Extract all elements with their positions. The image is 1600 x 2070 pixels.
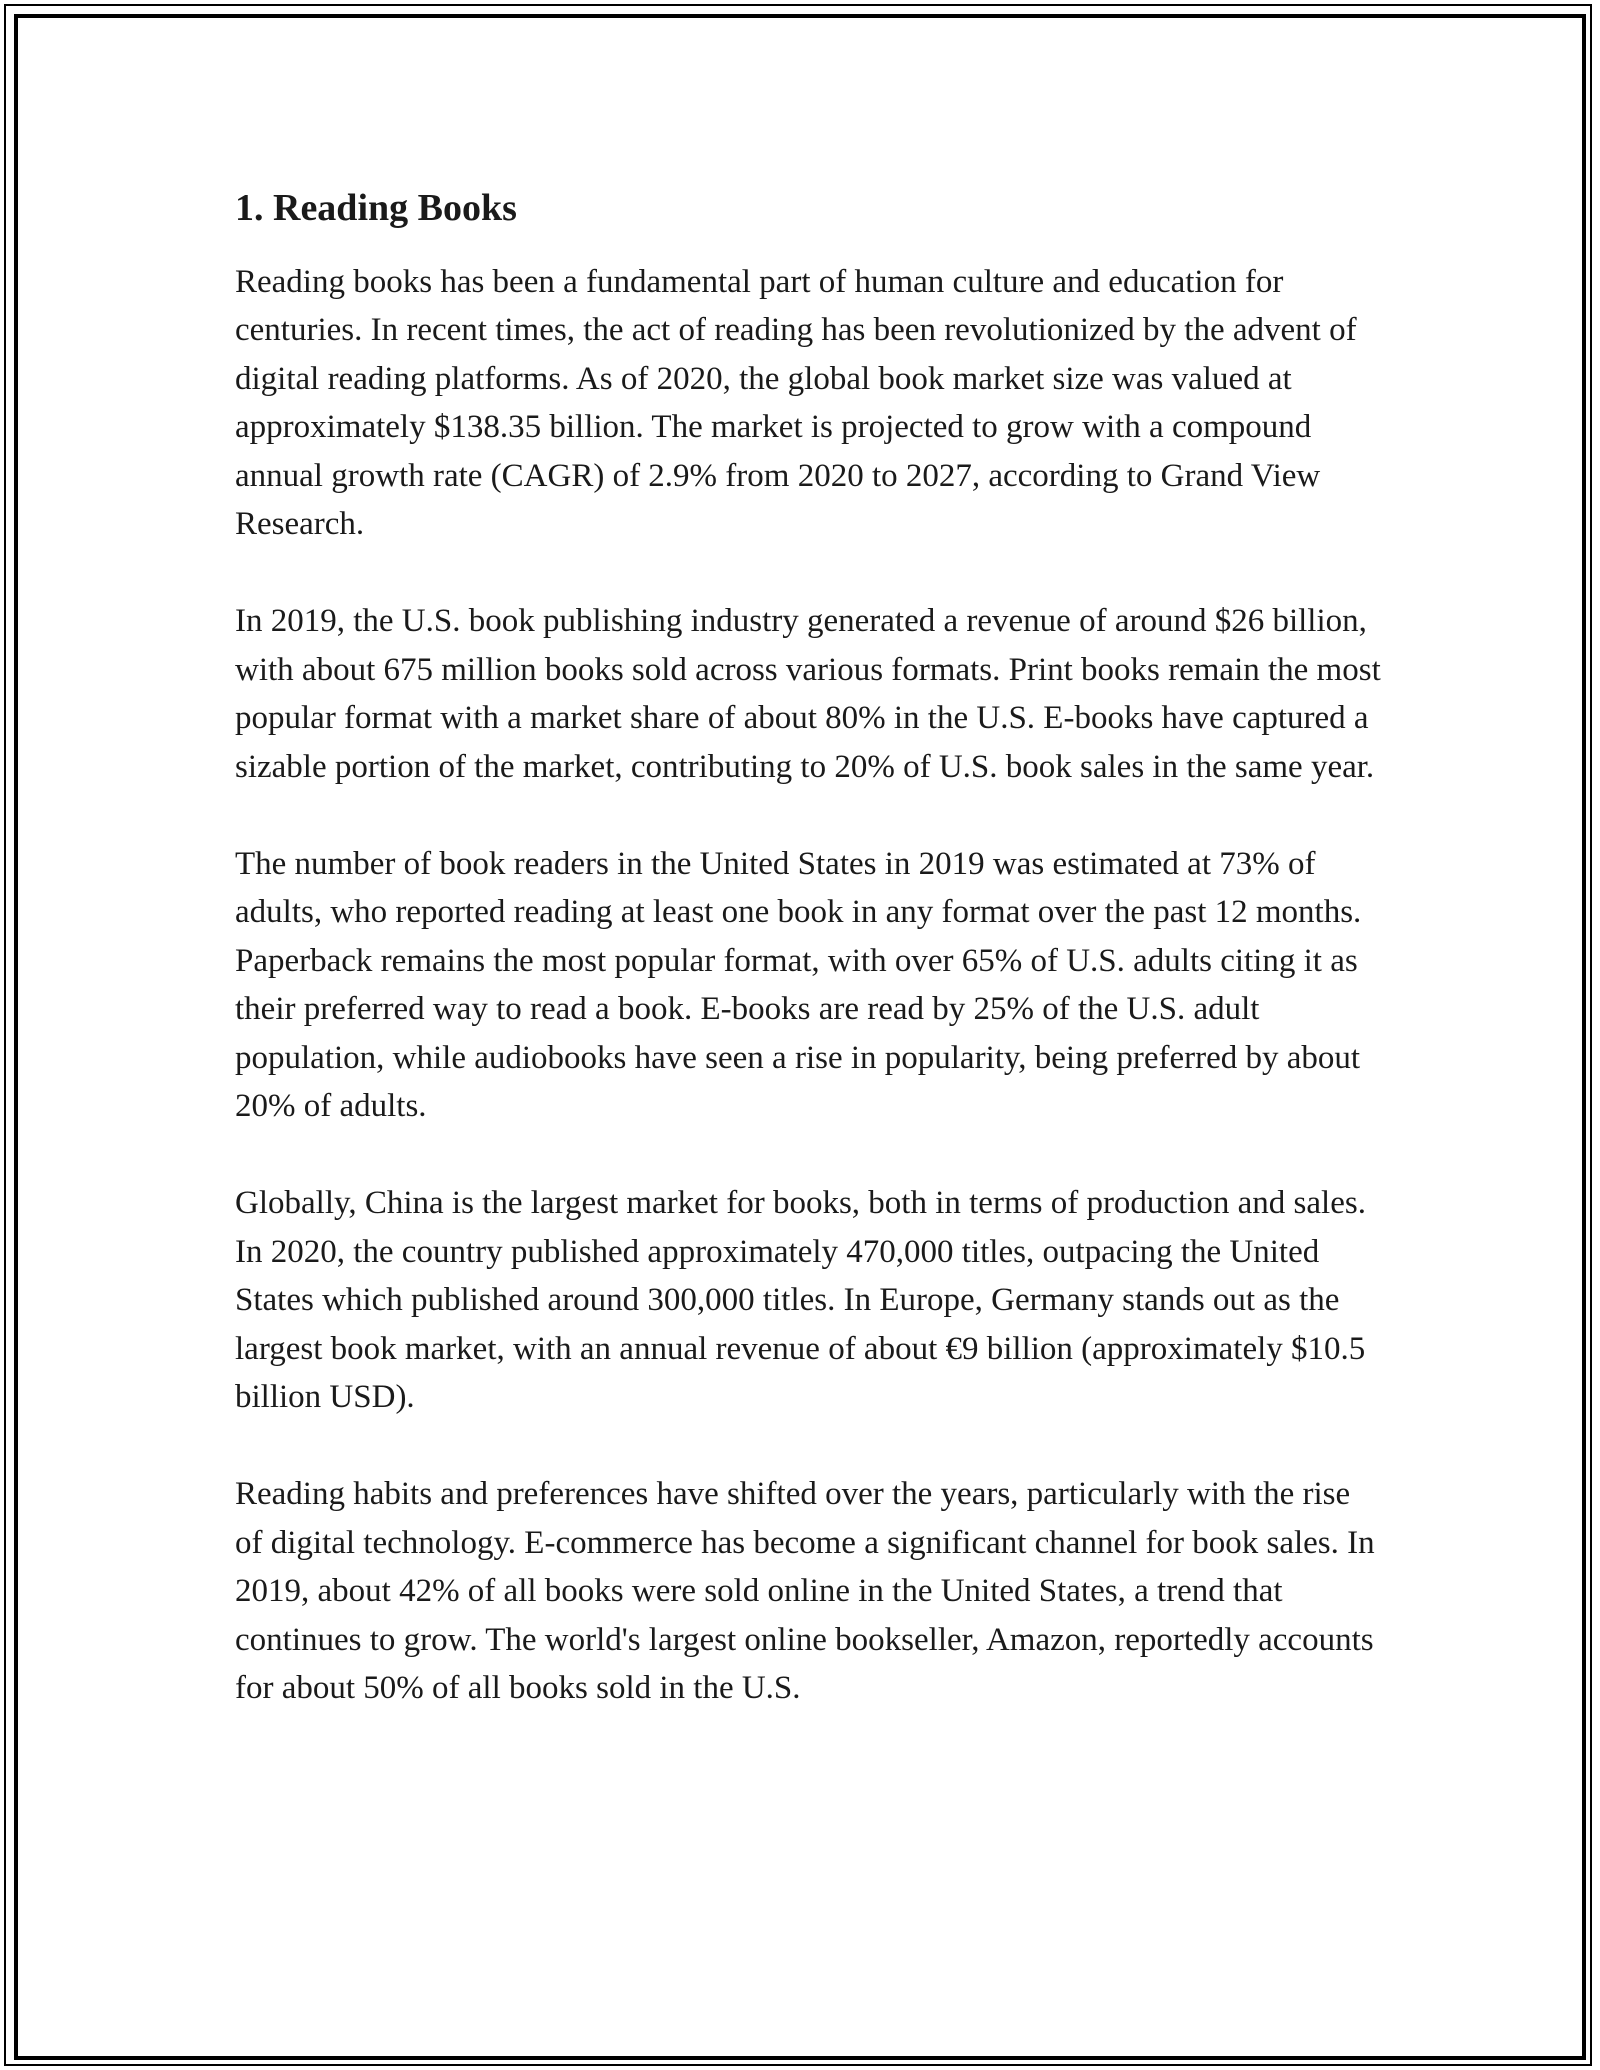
paragraph-us-publishing: In 2019, the U.S. book publishing industry generated a revenue of around $26 billion, with about 675 million books sold across various formats. Print books remain the most popular format with a market share of about 80% in the U.S. E-books have captured a sizable portion of the market, contributing to 20% of U.S. book sales in the same year. [235,603,1381,785]
paragraph-us-readers: The number of book readers in the United States in 2019 was estimated at 73% of adults, who reported reading at least one book in any format over the past 12 months. Paperback remains the most popular format, with over 65% of U.S. adults citing it as their preferred way to read a book. E-books are read by 25% of the U.S. adult population, while audiobooks have seen a rise in popularity, being preferred by about 20% of adults. [235,845,1362,1125]
document-body [235,186,1385,1761]
paragraph-global-markets: Globally, China is the largest market for books, both in terms of production and sales. In 2020, the country published approximately 470,000 titles, outpacing the United States which published around 300,000 titles. In Europe, Germany stands out as the largest book market, with an annual revenue of about €9 billion (approximately $10.5 billion USD). [235,1185,1366,1416]
section-heading: 1. Reading Books [235,187,517,229]
paragraph-reading-habits: Reading habits and preferences have shifted over the years, particularly with the rise of digital technology. E-commerce has become a significant channel for book sales. In 2019, about 42% of all books were sold online in the United States, a trend that continues to grow. The world's largest online bookseller, Amazon, reportedly accounts for about 50% of all books sold in the U.S. [235,1476,1375,1707]
paragraph-global-market: Reading books has been a fundamental part of human culture and education for centuries. In recent times, the act of reading has been revolutionized by the advent of digital reading platforms. As of 2020, the global book market size was valued at approximately $138.35 billion. The market is projected to grow with a compound annual growth rate (CAGR) of 2.9% from 2020 to 2027, according to Grand View Research. [235,263,1357,543]
